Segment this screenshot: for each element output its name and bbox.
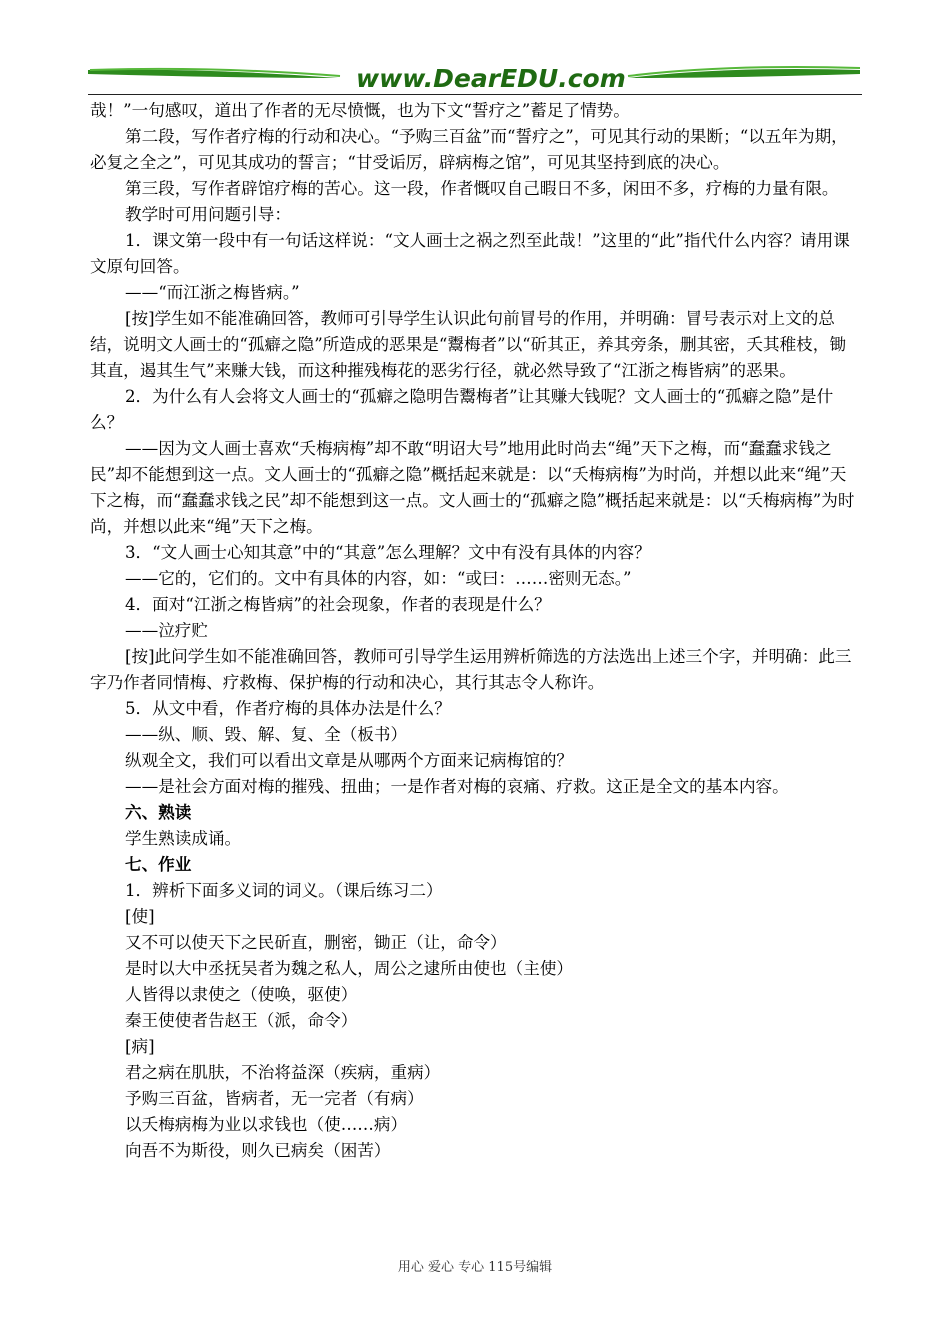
paragraph: [按]学生如不能准确回答，教师可引导学生认识此句前冒号的作用，并明确：冒号表示对上文的总结，说明文人画士的“孤癖之隐”所造成的恶果是“鬻梅者”以“斫其正，养其旁条，删其密，夭其稚枝，锄其直，遏其生气”来赚大钱，而这种摧残梅花的恶劣行径，就必然导致了“江浙之梅皆病”的恶果。 <box>90 309 846 380</box>
paragraph: 1．辨析下面多义词的词义。（课后练习二） <box>125 881 443 900</box>
page-footer: 用心 爱心 专心 115号编辑 <box>397 1260 553 1275</box>
paragraph: 3．“文人画士心知其意”中的“其意”怎么理解？文中有没有具体的内容？ <box>125 543 651 562</box>
section-heading: 七、作业 <box>125 855 192 874</box>
site-header <box>88 56 862 96</box>
header-divider <box>88 94 862 95</box>
paragraph: 5．从文中看，作者疗梅的具体办法是什么？ <box>125 699 451 718</box>
paragraph: 4．面对“江浙之梅皆病”的社会现象，作者的表现是什么？ <box>125 595 551 614</box>
paragraph: 第三段，写作者辟馆疗梅的苦心。这一段，作者慨叹自己暇日不多，闲田不多，疗梅的力量有限。 <box>125 179 839 198</box>
paragraph: 教学时可用问题引导： <box>125 205 291 224</box>
paragraph: [使] <box>125 907 155 926</box>
paragraph: ——泣疗贮 <box>125 621 208 640</box>
paragraph: 哉！”一句感叹，道出了作者的无尽愤慨，也为下文“誓疗之”蓄足了情势。 <box>90 101 630 120</box>
paragraph: 又不可以使天下之民斫直，删密，锄正（让，命令） <box>125 933 507 952</box>
document-body <box>90 98 860 1164</box>
site-logo[interactable]: www.DearEDU.com <box>356 64 626 93</box>
paragraph: ——是社会方面对梅的摧残、扭曲；一是作者对梅的哀痛、疗救。这正是全文的基本内容。 <box>125 777 789 796</box>
section-heading: 六、熟读 <box>125 803 192 822</box>
paragraph: 1．课文第一段中有一句话这样说：“文人画士之祸之烈至此哉！”这里的“此”指代什么内容？请用课文原句回答。 <box>90 231 850 276</box>
paragraph: 纵观全文，我们可以看出文章是从哪两个方面来记病梅馆的？ <box>125 751 574 770</box>
paragraph: ——因为文人画士喜欢“夭梅病梅”却不敢“明诏大号”地用此时尚去“绳”天下之梅，而“蠢蠢求钱之民”却不能想到这一点。文人画士的“孤癖之隐”概括起来就是：以“夭梅病梅”为时尚，并想以此来“绳”天下之梅，而“蠢蠢求钱之民”却不能想到这一点。文人画士的“孤癖之隐”概括起来就是：以“夭梅病梅”为时尚，并想以此来“绳”天下之梅。 <box>90 439 855 536</box>
paragraph: 学生熟读成诵。 <box>125 829 242 848</box>
paragraph: 向吾不为斯役，则久已病矣（困苦） <box>125 1141 391 1160</box>
paragraph: ——纵、顺、毁、解、复、全（板书） <box>125 725 408 744</box>
paragraph: 第二段，写作者疗梅的行动和决心。“予购三百盆”而“誓疗之”，可见其行动的果断；“以五年为期，必复之全之”，可见其成功的誓言；“甘受诟厉，辟病梅之馆”，可见其坚持到底的决心。 <box>90 127 848 172</box>
paragraph: 2．为什么有人会将文人画士的“孤癖之隐明告鬻梅者”让其赚大钱呢？文人画士的“孤癖之隐”是什么？ <box>90 387 834 432</box>
paragraph: 予购三百盆，皆病者，无一完者（有病） <box>125 1089 424 1108</box>
paragraph: 人皆得以隶使之（使唤，驱使） <box>125 985 358 1004</box>
paragraph: 是时以大中丞抚吴者为魏之私人，周公之逮所由使也（主使） <box>125 959 574 978</box>
paragraph: 以夭梅病梅为业以求钱也（使……病） <box>125 1115 408 1134</box>
paragraph: ——“而江浙之梅皆病。” <box>125 283 300 302</box>
paragraph: 秦王使使者告赵王（派，命令） <box>125 1011 358 1030</box>
paragraph: [按]此问学生如不能准确回答，教师可引导学生运用辨析筛选的方法选出上述三个字，并明确：此三字乃作者同情梅、疗救梅、保护梅的行动和决心，其行其志令人称许。 <box>90 647 852 692</box>
paragraph: [病] <box>125 1037 155 1056</box>
paragraph: 君之病在肌肤，不治将益深（疾病，重病） <box>125 1063 441 1082</box>
paragraph: ——它的，它们的。文中有具体的内容，如：“或曰：……密则无态。” <box>125 569 632 588</box>
